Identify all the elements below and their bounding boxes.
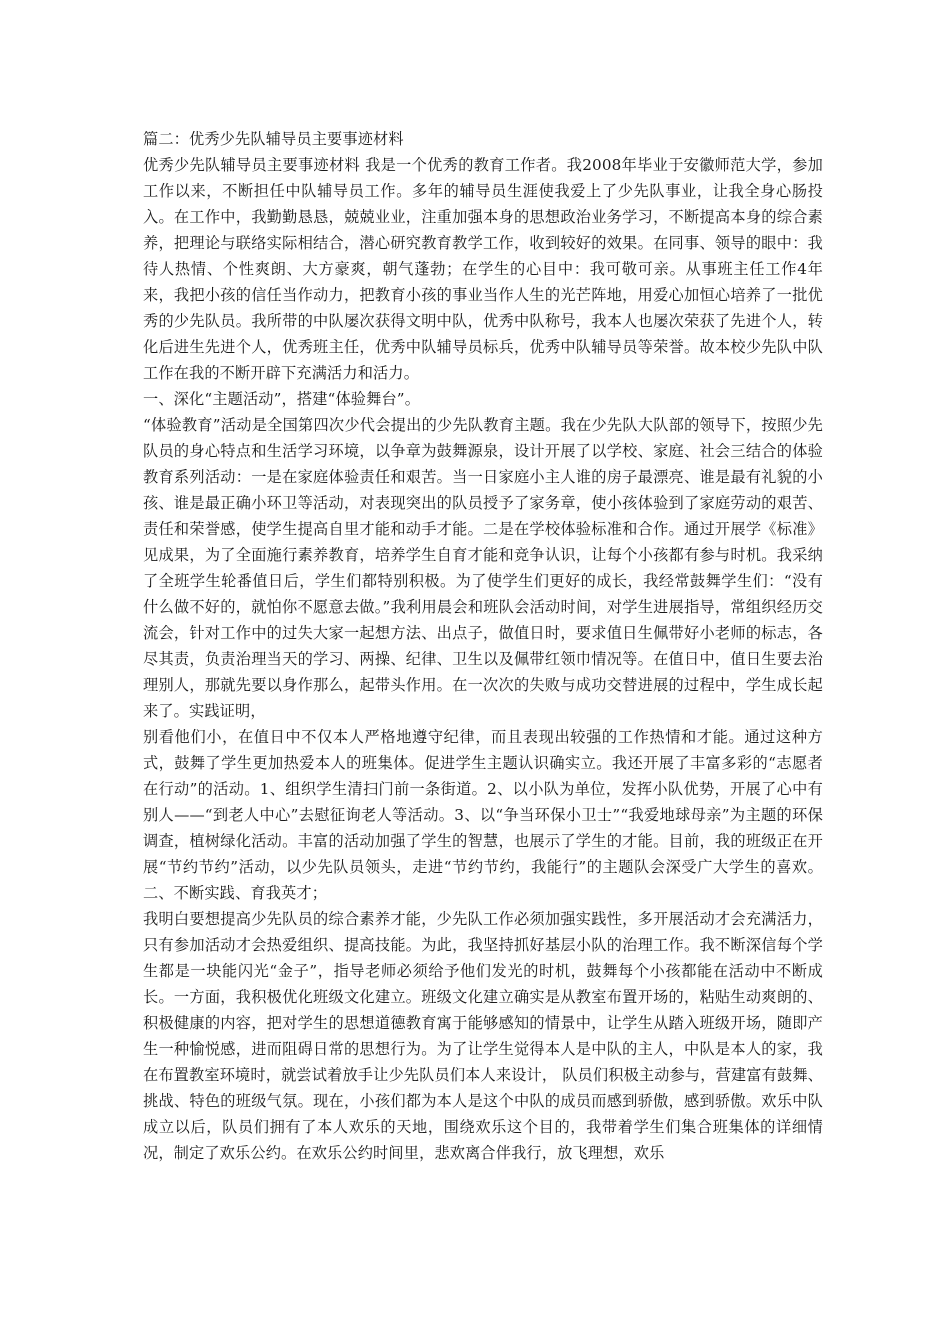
- document-title: 篇二：优秀少先队辅导员主要事迹材料: [143, 130, 404, 148]
- paragraph-experience-education: “体验教育”活动是全国第四次少代会提出的少先队教育主题。我在少先队大队部的领导下，按照少先队员的身心特点和生活学习环境，以争章为鼓舞源泉，设计开展了以学校、家庭、社会三结合的体验教育系列活动：一是在家庭体验责任和艰苦。当一日家庭小主人谁的房子最漂亮、谁是最有礼貌的小孩、谁是最正确小环卫等活动，对表现突出的队员授予了家务章，使小孩体验到了家庭劳动的艰苦、责任和荣誉感，使学生提高自里才能和动手才能。二是在学校体验标准和合作。通过开展学《标准》见成果，为了全面施行素养教育，培养学生自育才能和竞争认识，让每个小孩都有参与时机。我采纳了全班学生轮番值日后，学生们都特别积极。为了使学生们更好的成长，我经常鼓舞学生们：“没有什么做不好的，就怕你不愿意去做。”我利用晨会和班队会活动时间，对学生进展指导，常组织经历交流会，针对工作中的过失大家一起想方法、出点子，做值日时，要求值日生佩带好小老师的标志，各尽其责，负责治理当天的学习、两操、纪律、卫生以及佩带红领巾情况等。在值日中，值日生要去治理别人，那就先要以身作那么，起带头作用。在一次次的失败与成功交替进展的过程中，学生成长起来了。实践证明，: [143, 416, 823, 720]
- section-heading-1: 一、深化“主题活动”，搭建“体验舞台”。: [143, 390, 421, 408]
- document-page: [143, 126, 823, 1166]
- paragraph-intro: 优秀少先队辅导员主要事迹材料 我是一个优秀的教育工作者。我2008年毕业于安徽师范大学，参加工作以来，不断担任中队辅导员工作。多年的辅导员生涯使我爱上了少先队事业，让我全身心肠投入。在工作中，我勤勤恳恳，兢兢业业，注重加强本身的思想政治业务学习，不断提高本身的综合素养，把理论与联络实际相结合，潜心研究教育教学工作，收到较好的效果。在同事、领导的眼中：我待人热情、个性爽朗、大方豪爽，朝气蓬勃；在学生的心目中：我可敬可亲。从事班主任工作4年来，我把小孩的信任当作动力，把教育小孩的事业当作人生的光芒阵地，用爱心加恒心培养了一批优秀的少先队员。我所带的中队屡次获得文明中队，优秀中队称号，我本人也屡次荣获了先进个人，转化后进生先进个人，优秀班主任，优秀中队辅导员标兵，优秀中队辅导员等荣誉。故本校少先队中队工作在我的不断开辟下充满活力和活力。: [143, 156, 823, 382]
- paragraph-practice: 我明白要想提高少先队员的综合素养才能，少先队工作必须加强实践性，多开展活动才会充满活力，只有参加活动才会热爱组织、提高技能。为此，我坚持抓好基层小队的治理工作。我不断深信每个学生都是一块能闪光“金子”，指导老师必须给予他们发光的时机，鼓舞每个小孩都能在活动中不断成长。一方面，我积极优化班级文化建立。班级文化建立确实是从教室布置开场的，粘贴生动爽朗的、积极健康的内容，把对学生的思想道德教育寓于能够感知的情景中，让学生从踏入班级开场，随即产生一种愉悦感，进而阻碍日常的思想行为。为了让学生觉得本人是中队的主人，中队是本人的家，我在布置教室环境时，就尝试着放手让少先队员们本人来设计， 队员们积极主动参与，营建富有鼓舞、挑战、特色的班级气氛。现在，小孩们都为本人是这个中队的成员而感到骄傲，感到骄傲。欢乐中队成立以后，队员们拥有了本人欢乐的天地，围绕欢乐这个目的，我带着学生们集合班集体的详细情况，制定了欢乐公约。在欢乐公约时间里，悲欢离合伴我行，放飞理想，欢乐: [143, 910, 823, 1162]
- paragraph-volunteer-activities: 别看他们小，在值日中不仅本人严格地遵守纪律，而且表现出较强的工作热情和才能。通过这种方式，鼓舞了学生更加热爱本人的班集体。促进学生主题认识确实立。我还开展了丰富多彩的“志愿者在行动”的活动。1、组织学生清扫门前一条街道。2、以小队为单位，发挥小队优势，开展了心中有别人——“到老人中心”去慰征询老人等活动。3、以“争当环保小卫士”“我爱地球母亲”为主题的环保调查，植树绿化活动。丰富的活动加强了学生的智慧，也展示了学生的才能。目前，我的班级正在开展“节约节约”活动，以少先队员领头，走进“节约节约，我能行”的主题队会深受广大学生的喜欢。 二、不断实践、育我英才；: [143, 728, 823, 902]
